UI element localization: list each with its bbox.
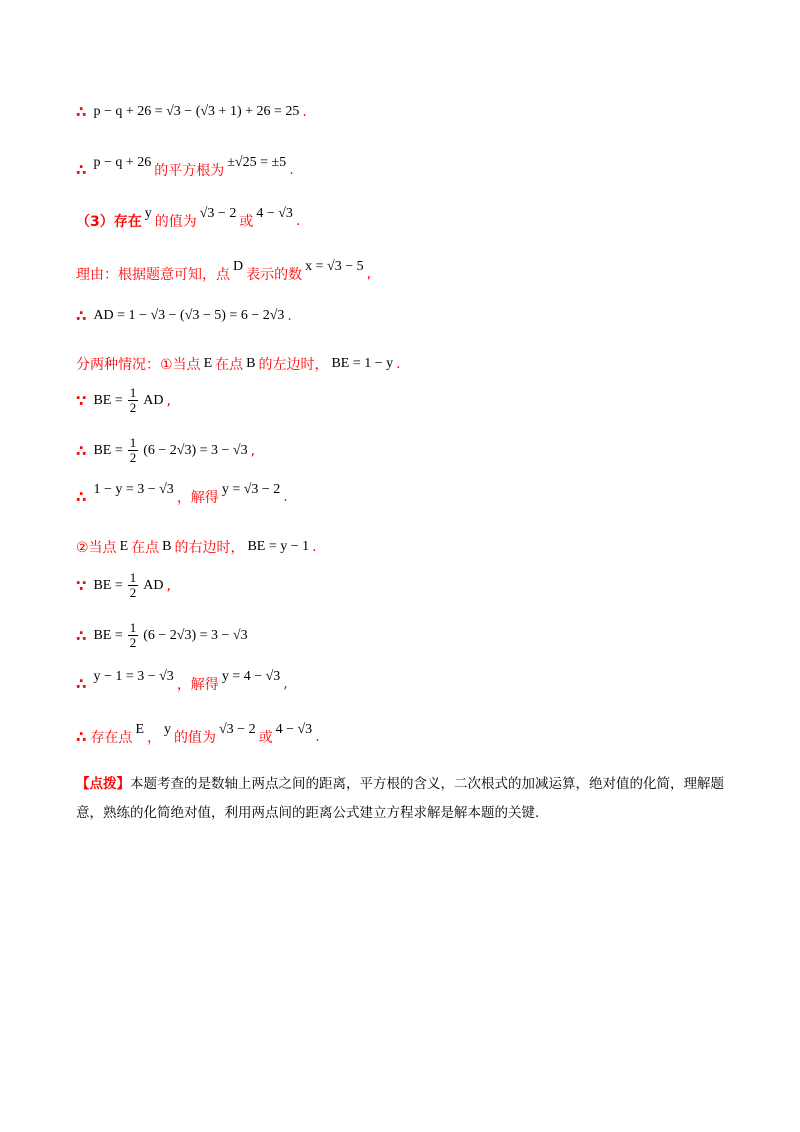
solution-line-solve-1 (76, 482, 288, 507)
because-symbol: ∵ (76, 391, 87, 410)
text-segment: ， (147, 730, 161, 746)
text-segment: 的左边时， (258, 357, 329, 373)
solution-line-2 (76, 155, 294, 180)
punctuation: . (283, 489, 288, 505)
solution-line-case-1 (76, 354, 401, 374)
hint-tag: 【点拨】 (76, 776, 130, 792)
solution-line-1 (76, 103, 307, 121)
fraction (128, 621, 139, 650)
math-expression: BE = (93, 392, 123, 408)
solution-line-be-value (76, 436, 255, 465)
math-expression: (6 − 2√3) = 3 − √3 (143, 627, 248, 643)
solution-line-be-half-ad-2 (76, 571, 171, 600)
solution-line-be-value-2 (76, 621, 251, 650)
punctuation: . (287, 308, 292, 324)
text-segment: ②当点 (76, 540, 117, 556)
math-expression: AD (143, 392, 164, 408)
fraction-numerator: 1 (129, 570, 137, 585)
math-expression: BE = 1 − y (331, 356, 394, 371)
punctuation: . (289, 162, 294, 178)
math-variable: D (233, 259, 244, 274)
solution-line-ad (76, 307, 292, 325)
math-expression: √3 − 2 (219, 722, 256, 737)
part-label: （3）存在 (76, 214, 142, 230)
solution-line-case-2 (76, 537, 317, 557)
math-variable: y (164, 722, 171, 737)
fraction-denominator: 2 (129, 450, 137, 465)
math-expression: 1 − y = 3 − √3 (93, 482, 174, 497)
math-expression: 4 − √3 (256, 206, 293, 221)
math-expression: y − 1 = 3 − √3 (93, 669, 174, 684)
hint-paragraph (76, 770, 726, 828)
punctuation: , (250, 442, 256, 459)
solution-line-conclusion (76, 722, 320, 747)
therefore-symbol: ∴ (76, 675, 87, 693)
math-expression: 4 − √3 (275, 722, 313, 737)
text-segment: ，解得 (176, 677, 219, 693)
fraction (128, 571, 139, 600)
math-variable: y (144, 206, 152, 221)
punctuation: . (396, 356, 401, 372)
math-variable: B (246, 356, 256, 371)
text-segment: 表示的数 (246, 267, 303, 283)
therefore-symbol: ∴ (76, 728, 87, 746)
fraction-numerator: 1 (129, 385, 137, 400)
solution-line-reason (76, 259, 372, 284)
fraction-denominator: 2 (129, 585, 137, 600)
math-variable: E (119, 539, 129, 554)
math-variable: E (135, 722, 144, 737)
text-segment: 在点 (131, 540, 160, 556)
text-segment: 理由：根据题意可知，点 (76, 267, 230, 283)
text-segment: 的值为 (174, 730, 216, 746)
solution-line-solve-2 (76, 669, 288, 694)
therefore-symbol: ∴ (76, 161, 87, 179)
fraction (128, 436, 139, 465)
punctuation: . (315, 729, 320, 745)
punctuation: , (366, 266, 372, 282)
text-segment: 分两种情况：①当点 (76, 357, 201, 373)
math-variable: B (162, 539, 172, 554)
because-symbol: ∵ (76, 576, 87, 595)
fraction-denominator: 2 (129, 635, 137, 650)
math-expression: BE = (93, 442, 123, 458)
punctuation: . (295, 213, 301, 229)
solution-line-be-half-ad (76, 386, 171, 415)
math-expression: p − q + 26 = √3 − (√3 + 1) + 26 = 25 (93, 104, 300, 119)
punctuation: , (166, 577, 171, 594)
text-segment: 存在点 (90, 730, 133, 746)
math-expression: (6 − 2√3) = 3 − √3 (143, 442, 248, 458)
fraction-denominator: 2 (129, 400, 137, 415)
text-segment: 或 (258, 730, 273, 746)
therefore-symbol: ∴ (76, 441, 87, 460)
punctuation: , (166, 392, 171, 409)
math-expression: y = 4 − √3 (221, 669, 281, 684)
math-expression: x = √3 − 5 (305, 259, 364, 274)
therefore-symbol: ∴ (76, 307, 87, 325)
math-expression: √3 − 2 (199, 206, 237, 221)
fraction (128, 386, 139, 415)
math-expression: BE = (93, 577, 123, 593)
text-segment: 的值为 (154, 214, 197, 230)
math-expression: AD = 1 − √3 − (√3 − 5) = 6 − 2√3 (93, 308, 285, 323)
math-expression: BE = y − 1 (247, 539, 310, 554)
math-expression: AD (143, 577, 164, 593)
text-segment: 的平方根为 (154, 163, 225, 179)
math-variable: E (203, 356, 213, 371)
fraction-numerator: 1 (129, 620, 137, 635)
text-segment: 的右边时， (174, 540, 245, 556)
math-expression: p − q + 26 (93, 155, 152, 170)
therefore-symbol: ∴ (76, 103, 87, 121)
punctuation: . (302, 104, 307, 120)
text-segment: 在点 (215, 357, 244, 373)
fraction-numerator: 1 (129, 435, 137, 450)
math-expression: BE = (93, 627, 123, 643)
therefore-symbol: ∴ (76, 488, 87, 506)
punctuation: , (283, 676, 288, 692)
punctuation: . (312, 539, 317, 555)
math-expression: ±√25 = ±5 (227, 155, 287, 170)
text-segment: ，解得 (176, 490, 219, 506)
math-expression: y = √3 − 2 (221, 482, 281, 497)
text-segment: 或 (239, 214, 254, 230)
therefore-symbol: ∴ (76, 626, 87, 645)
solution-line-part-3 (76, 206, 301, 231)
hint-body: 本题考查的是数轴上两点之间的距离，平方根的含义，二次根式的加减运算，绝对值的化简，理解题意，熟练的化简绝对值，利用两点间的距离公式建立方程求解是解本题的关键. (76, 776, 724, 821)
